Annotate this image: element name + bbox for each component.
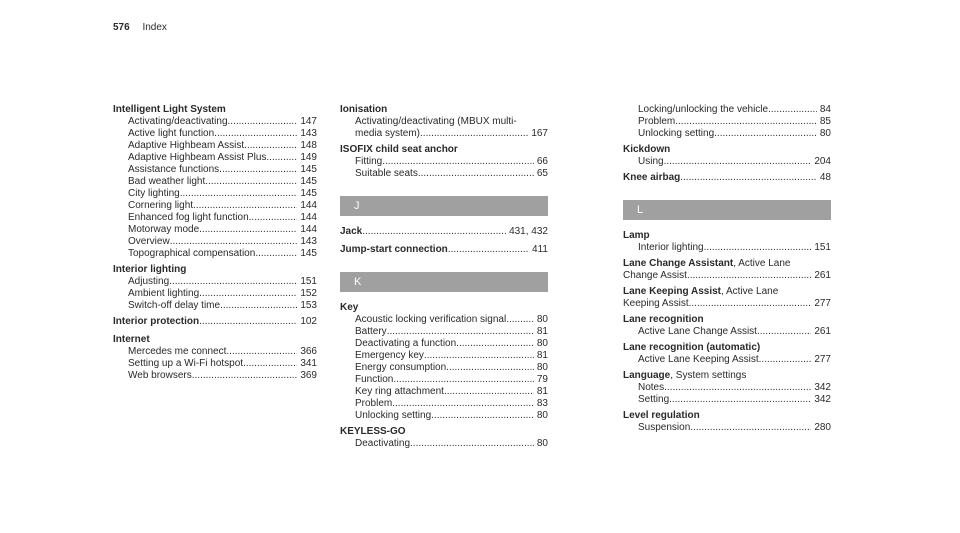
leader-dots bbox=[193, 200, 297, 212]
page-ref[interactable]: 167 bbox=[531, 128, 548, 139]
index-heading: Jack bbox=[340, 226, 363, 237]
page-ref[interactable]: 151 bbox=[300, 276, 317, 287]
index-subentry-label: Motorway mode bbox=[128, 224, 200, 235]
index-subentry-label: Activating/deactivating bbox=[128, 116, 228, 127]
index-entry-jack bbox=[340, 226, 548, 238]
index-subentry-label: Web browsers bbox=[128, 370, 192, 381]
index-entry-level-regulation bbox=[623, 410, 831, 434]
leader-dots bbox=[199, 224, 297, 236]
index-subentry-label: Ambient lighting bbox=[128, 288, 200, 299]
page-ref[interactable]: 261 bbox=[814, 326, 831, 337]
leader-dots bbox=[446, 362, 534, 374]
index-subentry-text: Activating/deactivating (MBUX multi- bbox=[355, 116, 517, 127]
index-subentry-label: Fitting bbox=[355, 156, 383, 167]
index-subentry[interactable] bbox=[623, 128, 831, 140]
page-ref[interactable]: 151 bbox=[814, 242, 831, 253]
index-heading[interactable]: Lane recognition bbox=[623, 314, 704, 325]
page-ref[interactable]: 280 bbox=[814, 422, 831, 433]
index-heading[interactable]: Level regulation bbox=[623, 410, 700, 421]
leader-dots bbox=[664, 156, 812, 168]
leader-dots bbox=[444, 386, 534, 398]
index-heading: Jump-start connection bbox=[340, 244, 448, 255]
page-ref[interactable]: 48 bbox=[819, 172, 831, 183]
leader-dots bbox=[714, 128, 817, 140]
index-subentry[interactable] bbox=[113, 128, 317, 140]
index-subentry-list bbox=[623, 242, 831, 254]
leader-dots bbox=[382, 156, 534, 168]
leader-dots bbox=[170, 236, 298, 248]
index-subentry-label: Active Lane Change Assist bbox=[638, 326, 757, 337]
index-subentry-label: Suspension bbox=[638, 422, 691, 433]
leader-dots bbox=[244, 140, 297, 152]
index-subentry-label: media system) bbox=[355, 128, 421, 139]
index-subentry-label: Key ring attachment bbox=[355, 386, 444, 397]
index-heading[interactable]: Interior lighting bbox=[113, 264, 187, 275]
index-subentry-label: Notes bbox=[638, 382, 665, 393]
page-ref[interactable]: 369 bbox=[300, 370, 317, 381]
index-column-3 bbox=[623, 104, 831, 438]
leader-dots bbox=[362, 226, 506, 238]
leader-dots bbox=[689, 298, 812, 310]
index-subentry[interactable] bbox=[113, 276, 317, 288]
page-ref[interactable]: 261 bbox=[814, 270, 831, 281]
index-entry-isofix bbox=[340, 144, 548, 180]
index-subentry[interactable] bbox=[113, 346, 317, 358]
leader-dots bbox=[266, 152, 297, 164]
leader-dots bbox=[199, 288, 297, 300]
index-subentry[interactable] bbox=[340, 314, 548, 326]
page-ref[interactable]: 83 bbox=[536, 398, 548, 409]
index-heading-line bbox=[623, 370, 831, 382]
index-subentry[interactable] bbox=[113, 358, 317, 370]
index-subentry-label: Active light function bbox=[128, 128, 215, 139]
leader-dots bbox=[226, 346, 297, 358]
leader-dots bbox=[393, 374, 534, 386]
index-subentry[interactable] bbox=[113, 212, 317, 224]
index-heading[interactable]: Lane recognition (automatic) bbox=[623, 342, 761, 353]
page-number: 576 bbox=[113, 22, 130, 33]
index-subentry-label: Setting up a Wi-Fi hotspot bbox=[128, 358, 244, 369]
page-ref[interactable]: 366 bbox=[300, 346, 317, 357]
index-entry-kickdown bbox=[623, 144, 831, 168]
index-heading[interactable]: Kickdown bbox=[623, 144, 671, 155]
index-entry bbox=[113, 316, 317, 328]
index-subentry[interactable] bbox=[623, 382, 831, 394]
index-subentry-label: Active Lane Keeping Assist bbox=[638, 354, 759, 365]
index-heading[interactable]: Lamp bbox=[623, 230, 650, 241]
index-subentry[interactable] bbox=[113, 370, 317, 382]
index-subentry-label: Suitable seats bbox=[355, 168, 418, 179]
leader-dots bbox=[768, 104, 817, 116]
leader-dots bbox=[220, 300, 297, 312]
index-subentry[interactable] bbox=[340, 326, 548, 338]
index-subentry-list bbox=[623, 354, 831, 366]
leader-dots bbox=[448, 244, 529, 256]
index-subentry[interactable] bbox=[623, 156, 831, 168]
leader-dots bbox=[169, 276, 297, 288]
index-subentry-label: Unlocking setting bbox=[638, 128, 715, 139]
leader-dots bbox=[704, 242, 812, 254]
index-subentry-list bbox=[623, 382, 831, 406]
index-heading[interactable]: KEYLESS-GO bbox=[340, 426, 406, 437]
leader-dots bbox=[199, 316, 297, 328]
index-subentry[interactable] bbox=[340, 374, 548, 386]
index-heading[interactable]: Intelligent Light System bbox=[113, 104, 226, 115]
index-subentry[interactable] bbox=[113, 176, 317, 188]
leader-dots bbox=[180, 188, 298, 200]
page-ref[interactable]: 341 bbox=[300, 358, 317, 369]
index-heading[interactable]: Lane Keeping Assist bbox=[623, 286, 721, 297]
index-subentry-label: Assistance functions bbox=[128, 164, 220, 175]
index-subentry[interactable] bbox=[340, 386, 548, 398]
page-ref[interactable]: 149 bbox=[300, 152, 317, 163]
index-subentry[interactable] bbox=[340, 244, 548, 256]
section-title: Index bbox=[142, 22, 167, 33]
index-subentry-label: Adaptive Highbeam Assist bbox=[128, 140, 245, 151]
index-subentry-label: Emergency key bbox=[355, 350, 424, 361]
index-subentry[interactable] bbox=[623, 116, 831, 128]
index-entry-language bbox=[623, 370, 831, 406]
page-ref[interactable]: 147 bbox=[300, 116, 317, 127]
leader-dots bbox=[759, 354, 812, 366]
index-entry-key bbox=[340, 302, 548, 422]
index-column-1 bbox=[113, 104, 317, 386]
index-entry bbox=[113, 264, 317, 312]
leader-dots bbox=[664, 382, 811, 394]
page-ref[interactable]: 431, 432 bbox=[509, 226, 548, 237]
page-ref[interactable]: 144 bbox=[300, 212, 317, 223]
page-ref[interactable]: 144 bbox=[300, 224, 317, 235]
index-entry-lane-change-assistant bbox=[623, 258, 831, 282]
index-subentry[interactable] bbox=[623, 298, 831, 310]
leader-dots bbox=[669, 394, 811, 406]
page-ref[interactable]: 143 bbox=[300, 236, 317, 247]
index-subentry[interactable] bbox=[340, 156, 548, 168]
index-subentry[interactable] bbox=[340, 438, 548, 450]
index-subentry-label: Problem bbox=[638, 116, 676, 127]
page-ref[interactable]: 80 bbox=[536, 362, 548, 373]
index-subentry[interactable] bbox=[113, 248, 317, 260]
index-subentry-label: Interior lighting bbox=[638, 242, 704, 253]
index-subentry-label: Mercedes me connect bbox=[128, 346, 227, 357]
index-subentry-label: Acoustic locking verification signal bbox=[355, 314, 507, 325]
index-subentry-label: Energy consumption bbox=[355, 362, 447, 373]
leader-dots bbox=[431, 410, 534, 422]
leader-dots bbox=[219, 164, 297, 176]
index-subentry[interactable] bbox=[623, 172, 831, 184]
index-subentry[interactable] bbox=[113, 288, 317, 300]
index-subentry[interactable] bbox=[340, 338, 548, 350]
letter-divider-k: K bbox=[340, 272, 548, 292]
page-header bbox=[113, 22, 167, 33]
index-subentry-label: Cornering light bbox=[128, 200, 194, 211]
index-subentry[interactable] bbox=[623, 270, 831, 282]
index-subentry-list bbox=[340, 156, 548, 180]
index-entry-lane-keeping-assist bbox=[623, 286, 831, 310]
leader-dots bbox=[690, 422, 811, 434]
letter-divider-l: L bbox=[623, 200, 831, 220]
index-entry-keyless-go bbox=[340, 426, 548, 450]
index-subentry-label: Bad weather light bbox=[128, 176, 206, 187]
page-ref[interactable]: 80 bbox=[819, 128, 831, 139]
page-ref[interactable]: 204 bbox=[814, 156, 831, 167]
page-ref[interactable]: 80 bbox=[536, 438, 548, 449]
index-subentry[interactable] bbox=[623, 326, 831, 338]
page-ref[interactable]: 80 bbox=[536, 314, 548, 325]
index-subentry[interactable] bbox=[623, 242, 831, 254]
page-ref[interactable]: 80 bbox=[536, 410, 548, 421]
page-ref[interactable]: 80 bbox=[536, 338, 548, 349]
leader-dots bbox=[387, 326, 534, 338]
leader-dots bbox=[680, 172, 817, 184]
leader-dots bbox=[228, 116, 298, 128]
leader-dots bbox=[249, 212, 298, 224]
index-subentry[interactable] bbox=[623, 394, 831, 406]
page-ref[interactable]: 143 bbox=[300, 128, 317, 139]
leader-dots bbox=[214, 128, 297, 140]
page-ref[interactable]: 152 bbox=[300, 288, 317, 299]
index-entry bbox=[113, 104, 317, 260]
leader-dots bbox=[205, 176, 297, 188]
index-subentry[interactable] bbox=[340, 168, 548, 180]
index-heading-suffix: , Active Lane bbox=[721, 286, 779, 297]
index-subentry[interactable] bbox=[340, 410, 548, 422]
index-subentry-label: Adaptive Highbeam Assist Plus bbox=[128, 152, 267, 163]
index-heading: Knee airbag bbox=[623, 172, 681, 183]
index-subentry[interactable] bbox=[113, 236, 317, 248]
index-subentry[interactable] bbox=[340, 398, 548, 410]
index-entry-lamp bbox=[623, 230, 831, 254]
index-heading-line bbox=[623, 286, 831, 298]
index-subentry[interactable] bbox=[623, 104, 831, 116]
leader-dots bbox=[410, 438, 534, 450]
leader-dots bbox=[392, 398, 534, 410]
leader-dots bbox=[456, 338, 534, 350]
page-ref[interactable]: 277 bbox=[814, 298, 831, 309]
index-subentry[interactable] bbox=[113, 116, 317, 128]
page-ref[interactable]: 84 bbox=[819, 104, 831, 115]
index-column-2 bbox=[340, 104, 548, 454]
page-ref[interactable]: 411 bbox=[532, 244, 548, 255]
index-subentry-label: Change Assist bbox=[623, 270, 687, 281]
index-subentry-label: Overview bbox=[128, 236, 170, 247]
letter-divider-j: J bbox=[340, 196, 548, 216]
index-subentry[interactable] bbox=[340, 226, 548, 238]
index-subentry-label: Problem bbox=[355, 398, 393, 409]
index-subentry-list bbox=[623, 104, 831, 140]
page-ref[interactable]: 148 bbox=[300, 140, 317, 151]
page-ref[interactable]: 342 bbox=[814, 394, 831, 405]
index-subentry-list bbox=[340, 438, 548, 450]
index-subentry[interactable] bbox=[113, 140, 317, 152]
index-subentry[interactable] bbox=[340, 128, 548, 140]
page-ref[interactable]: 66 bbox=[536, 156, 548, 167]
page-ref[interactable]: 342 bbox=[814, 382, 831, 393]
index-subentry-list bbox=[623, 326, 831, 338]
index-subentry[interactable] bbox=[113, 188, 317, 200]
index-entry-lane-recognition bbox=[623, 314, 831, 338]
leader-dots bbox=[757, 326, 811, 338]
index-subentry-label: Keeping Assist bbox=[623, 298, 689, 309]
leader-dots bbox=[420, 128, 528, 140]
page-ref[interactable]: 145 bbox=[300, 164, 317, 175]
index-entry-ionisation bbox=[340, 104, 548, 140]
index-subentry-label: Deactivating bbox=[355, 438, 411, 449]
leader-dots bbox=[506, 314, 534, 326]
index-subentry[interactable] bbox=[340, 362, 548, 374]
index-subentry-list bbox=[623, 156, 831, 168]
index-subentry-list bbox=[340, 314, 548, 422]
index-heading[interactable]: Key bbox=[340, 302, 359, 313]
page-ref[interactable]: 81 bbox=[536, 386, 548, 397]
index-subentry[interactable] bbox=[340, 350, 548, 362]
index-subentry-label: Function bbox=[355, 374, 394, 385]
index-subentry-label: Battery bbox=[355, 326, 387, 337]
index-subentry[interactable] bbox=[113, 224, 317, 236]
page-ref[interactable]: 85 bbox=[819, 116, 831, 127]
index-subentry-label: Adjusting bbox=[128, 276, 170, 287]
index-subentry-label: Unlocking setting bbox=[355, 410, 432, 421]
index-heading[interactable]: Lane Change Assistant bbox=[623, 258, 734, 269]
leader-dots bbox=[243, 358, 297, 370]
index-entry-knee-airbag bbox=[623, 172, 831, 184]
leader-dots bbox=[687, 270, 811, 282]
index-heading[interactable]: ISOFIX child seat anchor bbox=[340, 144, 458, 155]
index-heading-suffix: , Active Lane bbox=[733, 258, 791, 269]
page-ref[interactable]: 277 bbox=[814, 354, 831, 365]
index-subentry-label: Locking/unlocking the vehicle bbox=[638, 104, 769, 115]
page-ref[interactable]: 145 bbox=[300, 188, 317, 199]
index-entry bbox=[113, 334, 317, 382]
index-heading[interactable]: Internet bbox=[113, 334, 150, 345]
index-heading-suffix: , System settings bbox=[670, 370, 747, 381]
index-subentry[interactable] bbox=[113, 316, 317, 328]
page-ref[interactable]: 145 bbox=[300, 176, 317, 187]
page-ref[interactable]: 79 bbox=[536, 374, 548, 385]
index-entry-jump-start bbox=[340, 244, 548, 256]
page-ref[interactable]: 81 bbox=[536, 350, 548, 361]
page-ref[interactable]: 102 bbox=[300, 316, 317, 327]
index-subentry-label: Using bbox=[638, 156, 664, 167]
page-ref[interactable]: 153 bbox=[300, 300, 317, 311]
index-heading[interactable]: Ionisation bbox=[340, 104, 388, 115]
index-subentry[interactable] bbox=[623, 422, 831, 434]
leader-dots bbox=[675, 116, 817, 128]
index-heading: Interior protection bbox=[113, 316, 200, 327]
leader-dots bbox=[192, 370, 298, 382]
index-subentry[interactable] bbox=[113, 200, 317, 212]
index-subentry[interactable] bbox=[113, 300, 317, 312]
index-subentry-list bbox=[623, 422, 831, 434]
page-ref[interactable]: 81 bbox=[536, 326, 548, 337]
leader-dots bbox=[424, 350, 534, 362]
index-subentry-label: Switch-off delay time bbox=[128, 300, 221, 311]
page-ref[interactable]: 144 bbox=[300, 200, 317, 211]
page-ref[interactable]: 145 bbox=[300, 248, 317, 259]
index-heading-line bbox=[623, 258, 831, 270]
page-ref[interactable]: 65 bbox=[536, 168, 548, 179]
index-heading[interactable]: Language bbox=[623, 370, 671, 381]
index-entry-lane-recognition-automatic bbox=[623, 342, 831, 366]
index-subentry[interactable] bbox=[113, 152, 317, 164]
index-subentry-label: City lighting bbox=[128, 188, 180, 199]
index-entry-key-continued bbox=[623, 104, 831, 140]
index-subentry-label: Setting bbox=[638, 394, 670, 405]
index-subentry[interactable] bbox=[623, 354, 831, 366]
index-subentry-label: Deactivating a function bbox=[355, 338, 457, 349]
leader-dots bbox=[418, 168, 534, 180]
index-subentry-label: Topographical compensation bbox=[128, 248, 256, 259]
index-subentry[interactable] bbox=[113, 164, 317, 176]
leader-dots bbox=[255, 248, 297, 260]
index-subentry-label: Enhanced fog light function bbox=[128, 212, 249, 223]
